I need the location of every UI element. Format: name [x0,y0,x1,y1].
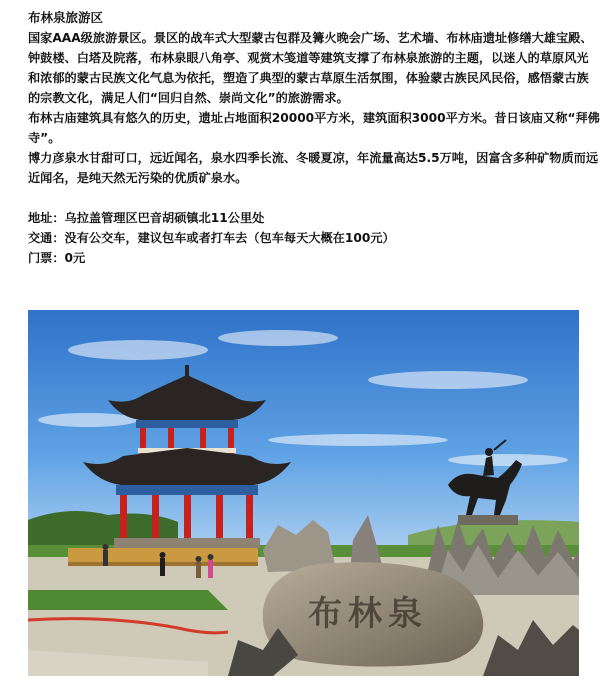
lawn [28,590,228,610]
ticket-line: 门票：0元 [28,251,86,265]
spacer [28,188,600,208]
inscription-stone [263,562,483,666]
article [28,8,600,268]
scenic-photo-drawing [28,310,579,676]
address-line: 地址：乌拉盖管理区巴音胡硕镇北11公里处 [28,211,265,225]
scenic-photo [28,310,579,676]
transport-line: 交通：没有公交车，建议包车或者打车去（包车每天大概在100元） [28,231,395,245]
article-title: 布林泉旅游区 [28,10,104,25]
temple-paragraph: 布林古庙建筑具有悠久的历史，遗址占地面积20000平方米，建筑面积3000平方米。昔日该庙又称“拜佛寺”。 [28,111,600,145]
spring-paragraph: 博力彦泉水甘甜可口，远近闻名，泉水四季长流、冬暖夏凉，年流量高达5.5万吨，因富含多种矿物质而远近闻名，是纯天然无污染的优质矿泉水。 [28,151,599,185]
intro-paragraph: 国家AAA级旅游景区。景区的战车式大型蒙古包群及篝火晚会广场、艺术墙、布林庙遗址修缮大雄宝殿、钟鼓楼、白塔及院落，布林泉眼八角亭、观赏木笺道等建筑支撑了布林泉旅游的主题，以迷人的草原风光和浓郁的蒙古民族文化气息为依托，塑造了典型的蒙古草原生活氛围，体验蒙古族民风民俗，感悟蒙古族的宗教文化，满足人们“回归自然、崇尚文化”的旅游需求。 [28,31,593,105]
stone-inscription: 布林泉 [308,594,428,634]
